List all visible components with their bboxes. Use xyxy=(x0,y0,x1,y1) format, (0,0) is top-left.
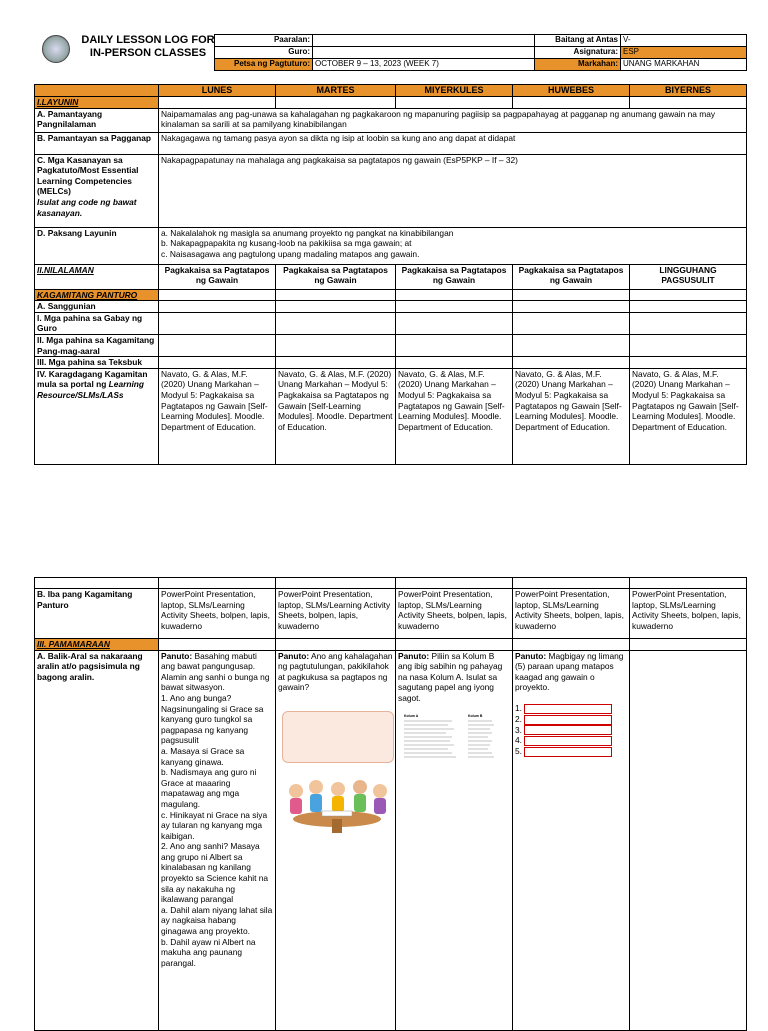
miyerkules-text: Piliin sa Kolum B ang ibig sabihin ng pahayag na nasa Kolum A. Isulat sa sagutang papel ang iyong sagot. xyxy=(398,650,503,703)
panuto-lunes: Panuto: xyxy=(161,650,193,661)
layunin-heading: I.LAYUNIN xyxy=(35,97,159,109)
gabay-guro-label: I. Mga pahina sa Gabay ng Guro xyxy=(35,312,159,334)
lunes-q2a: a. Dahil alam niyang lahat sila ay nagkaisa habang ginagawa ang proyekto. xyxy=(161,904,273,937)
iba-huwebes: PowerPoint Presentation, laptop, SLMs/Learning Activity Sheets, bolpen, lapis, kuwaderno xyxy=(513,589,630,639)
answer-line-2 xyxy=(515,714,627,725)
iba-lunes: PowerPoint Presentation, laptop, SLMs/Learning Activity Sheets, bolpen, lapis, kuwaderno xyxy=(159,589,276,639)
teksbuk-label: III. Mga pahina sa Teksbuk xyxy=(35,357,159,369)
baitang-label: Baitang at Antas xyxy=(535,35,621,47)
pamantayang-pangnilalaman-text: Naipamamalas ang pag-unawa sa kahalagahan ng pagkakaroon ng mapanuring pagiisip sa pagpapahayag at pagganap ng anumang gawain na may kinalaman sa sarili at sa pamilyang kinabibilangan xyxy=(159,108,747,132)
layunin-c: c. Naisasagawa ang pagtulong upang madaling matapos ang gawain. xyxy=(161,248,420,259)
melc-text: Nakapagpapatunay na mahalaga ang pagkakaisa sa pagtatapos ng gawain (EsP5PKP – If – 32) xyxy=(159,154,747,227)
petsa-value[interactable]: OCTOBER 9 – 13, 2023 (WEEK 7) xyxy=(313,59,535,71)
pamantayan-pagganap-label: B. Pamantayan sa Pagganap xyxy=(35,132,159,154)
pamantayang-pangnilalaman-label: A. Pamantayang Pangnilalaman xyxy=(35,108,159,132)
answer-field-3[interactable] xyxy=(524,725,612,735)
title-line-1: DAILY LESSON LOG FOR xyxy=(81,34,215,46)
markahan-label: Markahan: xyxy=(535,59,621,71)
martes-text: Ano ang kahalagahan ng pagtutulungan, pakikilahok at pagkukusa sa pagtapos ng gawain? xyxy=(278,650,393,693)
baitang-value[interactable]: V- xyxy=(621,35,747,47)
nilalaman-lunes: Pagkakaisa sa Pagtatapos ng Gawain xyxy=(159,264,276,289)
huwebes-text: Magbigay ng limang (5) paraan upang matapos kaagad ang gawain o proyekto. xyxy=(515,650,624,693)
paksang-layunin-text xyxy=(159,227,747,264)
asignatura-value[interactable]: ESP xyxy=(621,47,747,59)
panuto-huwebes: Panuto: xyxy=(515,650,547,661)
melc-label-note: Isulat ang code ng bawat kasanayan. xyxy=(37,196,137,218)
answer-line-3 xyxy=(515,725,627,736)
asignatura-label: Asignatura: xyxy=(535,47,621,59)
answer-box xyxy=(282,711,394,763)
paksang-layunin-label: D. Paksang Layunin xyxy=(35,227,159,264)
corner-cell xyxy=(35,85,159,97)
balik-aral-martes xyxy=(276,650,396,1030)
layunin-b: b. Nakapagpapakita ng kusang-loob na pakikiisa sa mga gawain; at xyxy=(161,238,412,249)
kagamitang-mag-aaral-label: II. Mga pahina sa Kagamitang Pang-mag-aaral xyxy=(35,334,159,356)
paaralan-value[interactable] xyxy=(313,35,535,47)
answer-number-5: 5. xyxy=(515,746,522,757)
answer-field-5[interactable] xyxy=(524,747,612,757)
melc-label xyxy=(35,154,159,227)
nilalaman-miyerkules: Pagkakaisa sa Pagtatapos ng Gawain xyxy=(396,264,513,289)
matching-worksheet-image xyxy=(402,712,510,760)
balik-aral-lunes xyxy=(159,650,276,1030)
lunes-q2: 2. Ano ang sanhi? Masaya ang grupo ni Albert sa kinalabasan ng kanilang proyekto sa Science kahit na sila ay nakakuha ng ikalawang parangal xyxy=(161,841,269,905)
iba-biyernes: PowerPoint Presentation, laptop, SLMs/Learning Activity Sheets, bolpen, lapis, kuwaderno xyxy=(630,589,747,639)
pamamaraan-heading: III. PAMAMARAAN xyxy=(35,639,159,651)
reference-miyerkules: Navato, G. & Alas, M.F. (2020) Unang Markahan – Modyul 5: Pagkakaisa sa Pagtatapos ng Gawain [Self-Learning Modules]. Moodle. Department of Education. xyxy=(396,368,513,464)
day-header-biyernes: BIYERNES xyxy=(630,85,747,97)
balik-aral-label: A. Balik-Aral sa nakaraang aralin at/o pagsisimula ng bagong aralin. xyxy=(35,650,159,1030)
iba-pang-kagamitan-label: B. Iba pang Kagamitang Panturo xyxy=(35,589,159,639)
kagamitang-panturo-heading: KAGAMITANG PANTURO xyxy=(35,289,159,301)
nilalaman-huwebes: Pagkakaisa sa Pagtatapos ng Gawain xyxy=(513,264,630,289)
lunes-q1: 1. Ano ang bunga? Nagsinungaling si Grace sa kanyang guro tungkol sa pagpapasa ng kanyang pagsusulit xyxy=(161,692,264,746)
answer-number-1: 1. xyxy=(515,702,522,713)
nilalaman-heading: II.NILALAMAN xyxy=(35,264,159,289)
answer-number-3: 3. xyxy=(515,724,522,735)
reference-huwebes: Navato, G. & Alas, M.F. (2020) Unang Markahan – Modyul 5: Pagkakaisa sa Pagtatapos ng Gawain [Self-Learning Modules]. Moodle. Department of Education. xyxy=(513,368,630,464)
petsa-label: Petsa ng Pagtuturo: xyxy=(215,59,313,71)
children-working-together-image xyxy=(282,775,392,835)
balik-aral-biyernes xyxy=(630,650,747,1030)
karagdagang-label-text: IV. Karagdagang Kagamitan mula sa portal ng xyxy=(37,368,148,390)
karagdagang-kagamitan-label xyxy=(35,368,159,464)
lunes-q1b: b. Nadismaya ang guro ni Grace at maaaring mapatawag ang mga magulang. xyxy=(161,767,257,809)
answer-line-1 xyxy=(515,703,627,714)
reference-martes: Navato, G. & Alas, M.F. (2020) Unang Markahan – Modyul 5: Pagkakaisa sa Pagtatapos ng Gawain [Self-Learning Modules]. Moodle. Department of Education. xyxy=(276,368,396,464)
markahan-value[interactable]: UNANG MARKAHAN xyxy=(621,59,747,71)
deped-seal-logo xyxy=(42,35,70,63)
balik-aral-miyerkules xyxy=(396,650,513,1030)
karagdagang-label-italic: Learning Resource/SLMs/LASs xyxy=(37,379,145,400)
day-header-miyerkules: MIYERKULES xyxy=(396,85,513,97)
document-title xyxy=(78,34,218,60)
ws-kolum-b: Kolum B xyxy=(468,713,483,718)
lunes-q1c: c. Hinikayat ni Grace na siya ay tularan ng kanyang mga kaibigan. xyxy=(161,809,268,841)
lunes-q2b: b. Dahil ayaw ni Albert na makuha ang paunang parangal. xyxy=(161,936,256,968)
ws-kolum-a: Kolum A xyxy=(404,713,419,718)
nilalaman-martes: Pagkakaisa sa Pagtatapos ng Gawain xyxy=(276,264,396,289)
iba-martes: PowerPoint Presentation, laptop, SLMs/Learning Activity Sheets, bolpen, lapis, kuwaderno xyxy=(276,589,396,639)
day-header-lunes: LUNES xyxy=(159,85,276,97)
panuto-martes: Panuto: xyxy=(278,650,310,661)
answer-line-4 xyxy=(515,735,627,746)
answer-field-2[interactable] xyxy=(524,715,612,725)
iba-miyerkules: PowerPoint Presentation, laptop, SLMs/Learning Activity Sheets, bolpen, lapis, kuwaderno xyxy=(396,589,513,639)
paaralan-label: Paaralan: xyxy=(215,35,313,47)
lesson-table-part2 xyxy=(34,577,747,1031)
lunes-intro: Basahing mabuti ang bawat pangungusap. Alamin ang sanhi o bunga ng bawat sitwasyon. xyxy=(161,650,270,693)
guro-value[interactable] xyxy=(313,47,535,59)
sanggunian-label: A. Sanggunian xyxy=(35,301,159,313)
melc-label-text: C. Mga Kasanayan sa Pagkatuto/Most Essential Learning Competencies (MELCs) xyxy=(37,154,139,197)
reference-biyernes: Navato, G. & Alas, M.F. (2020) Unang Markahan – Modyul 5: Pagkakaisa sa Pagtatapos ng Gawain [Self-Learning Modules]. Moodle. Department of Education. xyxy=(630,368,747,464)
lunes-q1a: a. Masaya si Grace sa kanyang ginawa. xyxy=(161,745,245,767)
guro-label: Guro: xyxy=(215,47,313,59)
balik-aral-huwebes xyxy=(513,650,630,1030)
answer-line-5 xyxy=(515,746,627,757)
reference-lunes: Navato, G. & Alas, M.F. (2020) Unang Markahan – Modyul 5: Pagkakaisa sa Pagtatapos ng Gawain [Self-Learning Modules]. Moodle. Department of Education. xyxy=(159,368,276,464)
answer-number-2: 2. xyxy=(515,713,522,724)
layunin-a: a. Nakalalahok ng masigla sa anumang proyekto ng pangkat na kinabibilangan xyxy=(161,227,454,238)
header-right-table xyxy=(534,34,747,71)
day-header-huwebes: HUWEBES xyxy=(513,85,630,97)
panuto-miyerkules: Panuto: xyxy=(398,650,430,661)
pamantayan-pagganap-text: Nakagagawa ng tamang pasya ayon sa dikta ng isip at loobin sa kung ano ang dapat at didapat xyxy=(159,132,747,154)
answer-number-4: 4. xyxy=(515,735,522,746)
title-line-2: IN-PERSON CLASSES xyxy=(89,47,207,59)
lesson-table-part1 xyxy=(34,84,747,465)
answer-field-4[interactable] xyxy=(524,736,612,746)
answer-field-1[interactable] xyxy=(524,704,612,714)
nilalaman-biyernes: LINGGUHANG PAGSUSULIT xyxy=(630,264,747,289)
header-left-table xyxy=(214,34,535,71)
day-header-martes: MARTES xyxy=(276,85,396,97)
